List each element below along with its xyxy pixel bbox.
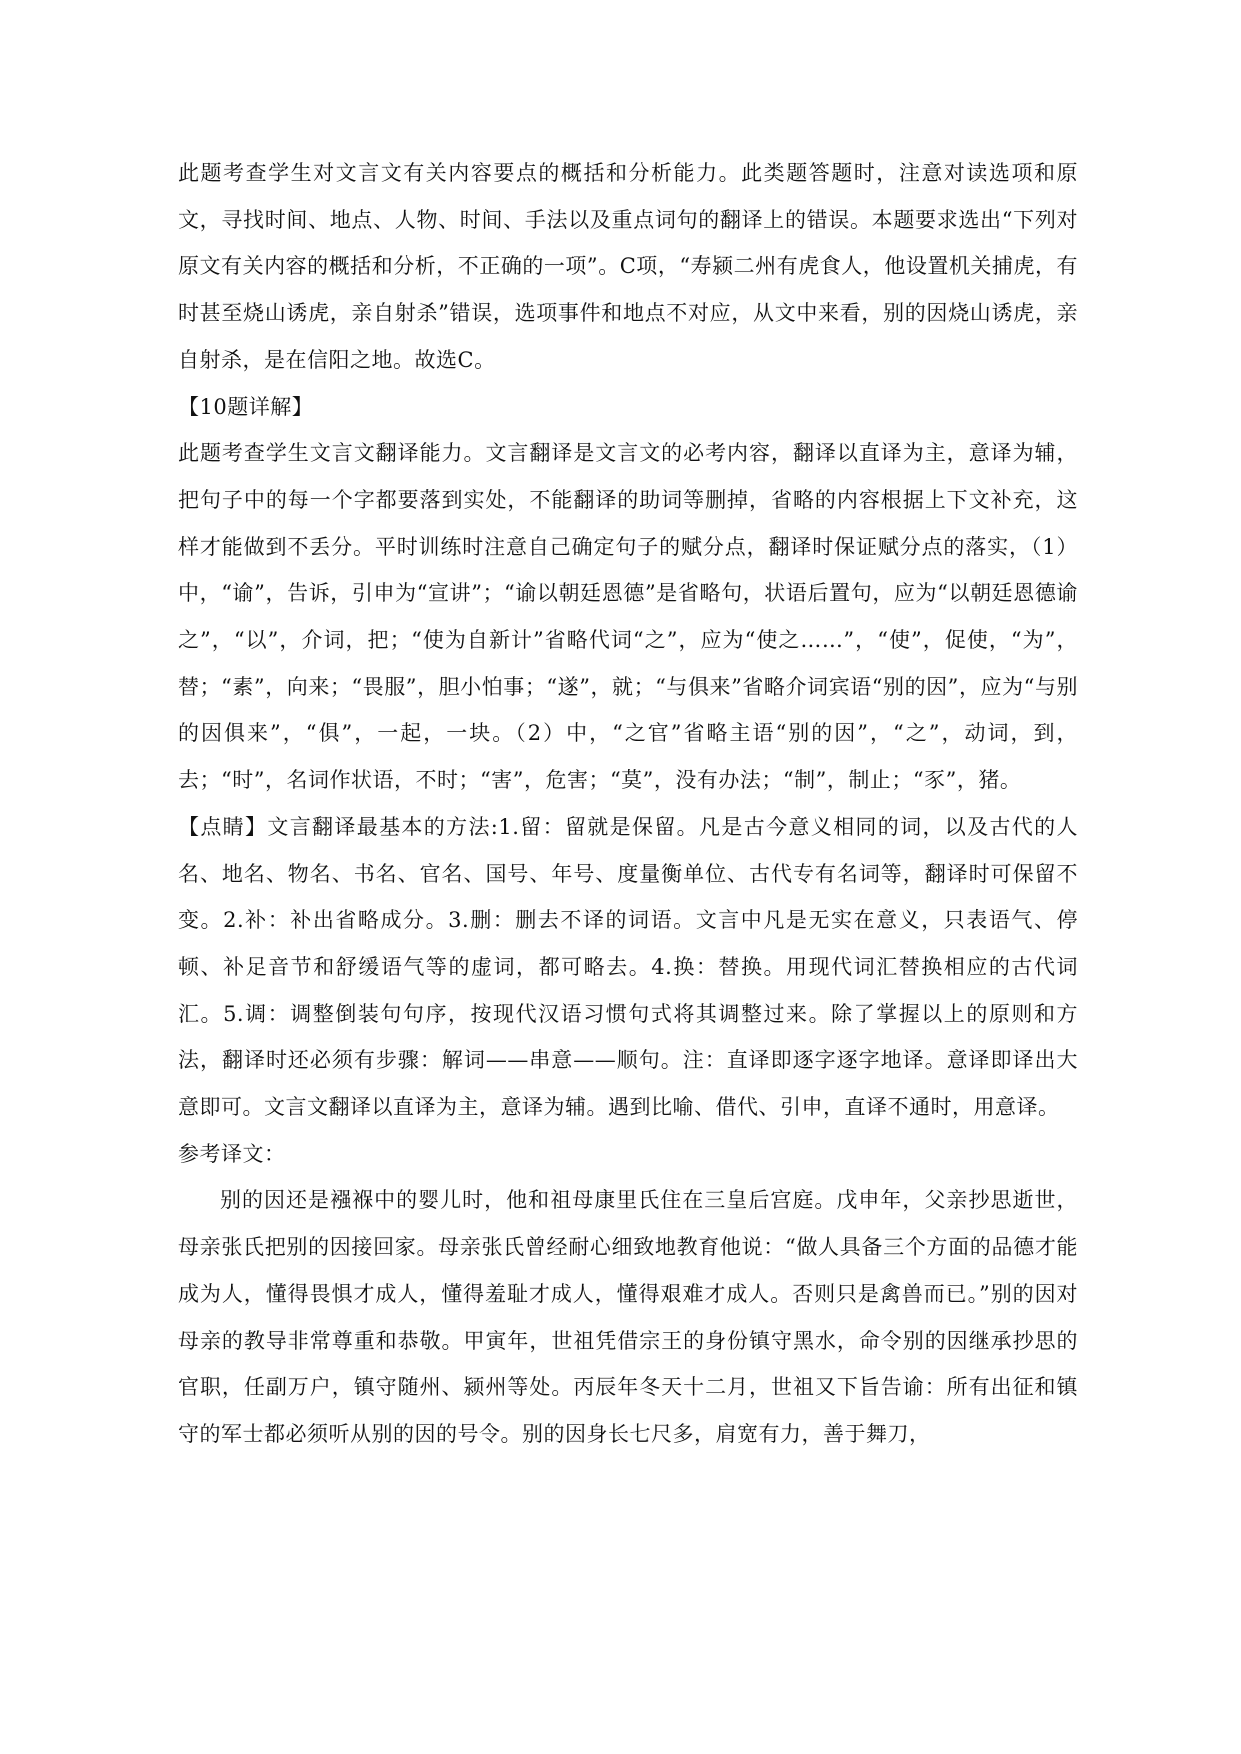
document-page [178,150,1078,1458]
analysis-paragraph-q9: 此题考查学生对文言文有关内容要点的概括和分析能力。此类题答题时，注意对读选项和原文，寻找时间、地点、人物、时间、手法以及重点词句的翻译上的错误。本题要求选出“下列对原文有关内容的概括和分析，不正确的一项”。C项，“寿颍二州有虎食人，他设置机关捕虎，有时甚至烧山诱虎，亲自射杀”错误，选项事件和地点不对应，从文中来看，别的因烧山诱虎，亲自射杀，是在信阳之地。故选C。 [178,161,1078,372]
reference-translation-paragraph: 别的因还是襁褓中的婴儿时，他和祖母康里氏住在三皇后宫庭。戊申年，父亲抄思逝世，母亲张氏把别的因接回家。母亲张氏曾经耐心细致地教育他说：“做人具备三个方面的品德才能成为人，懂得畏惧才成人，懂得羞耻才成人，懂得艰难才成人。否则只是禽兽而已。”别的因对母亲的教导非常尊重和恭敬。甲寅年，世祖凭借宗王的身份镇守黑水，命令别的因继承抄思的官职，任副万户，镇守随州、颍州等处。丙辰年冬天十二月，世祖又下旨告谕：所有出征和镇守的军士都必须听从别的因的号令。别的因身长七尺多，肩宽有力，善于舞刀， [178,1188,1078,1446]
section-heading-q10: 【10题详解】 [178,394,314,419]
reference-translation-heading: 参考译文： [178,1141,286,1166]
tips-paragraph: 【点睛】文言翻译最基本的方法:1.留：留就是保留。凡是古今意义相同的词，以及古代的人名、地名、物名、书名、官名、国号、年号、度量衡单位、古代专有名词等，翻译时可保留不变。2.补：补出省略成分。3.删：删去不译的词语。文言中凡是无实在意义，只表语气、停顿、补足音节和舒缓语气等的虚词，都可略去。4.换：替换。用现代词汇替换相应的古代词汇。5.调：调整倒装句句序，按现代汉语习惯句式将其调整过来。除了掌握以上的原则和方法，翻译时还必须有步骤：解词——串意——顺句。注：直译即逐字逐字地译。意译即译出大意即可。文言文翻译以直译为主，意译为辅。遇到比喻、借代、引申，直译不通时，用意译。 [178,814,1078,1120]
analysis-paragraph-q10: 此题考查学生文言文翻译能力。文言翻译是文言文的必考内容，翻译以直译为主，意译为辅，把句子中的每一个字都要落到实处，不能翻译的助词等删掉，省略的内容根据上下文补充，这样才能做到不丢分。平时训练时注意自己确定句子的赋分点，翻译时保证赋分点的落实，（1）中，“谕”，告诉，引申为“宣讲”；“谕以朝廷恩德”是省略句，状语后置句，应为“以朝廷恩德谕之”，“以”，介词，把；“使为自新计”省略代词“之”，应为“使之……”，“使”，促使，“为”，替；“素”，向来；“畏服”，胆小怕事；“遂”，就；“与俱来”省略介词宾语“别的因”，应为“与别的因俱来”，“俱”，一起，一块。（2）中，“之官”省略主语“别的因”，“之”，动词，到，去；“时”，名词作状语，不时；“害”，危害；“莫”，没有办法；“制”，制止；“豕”，猪。 [178,441,1078,793]
